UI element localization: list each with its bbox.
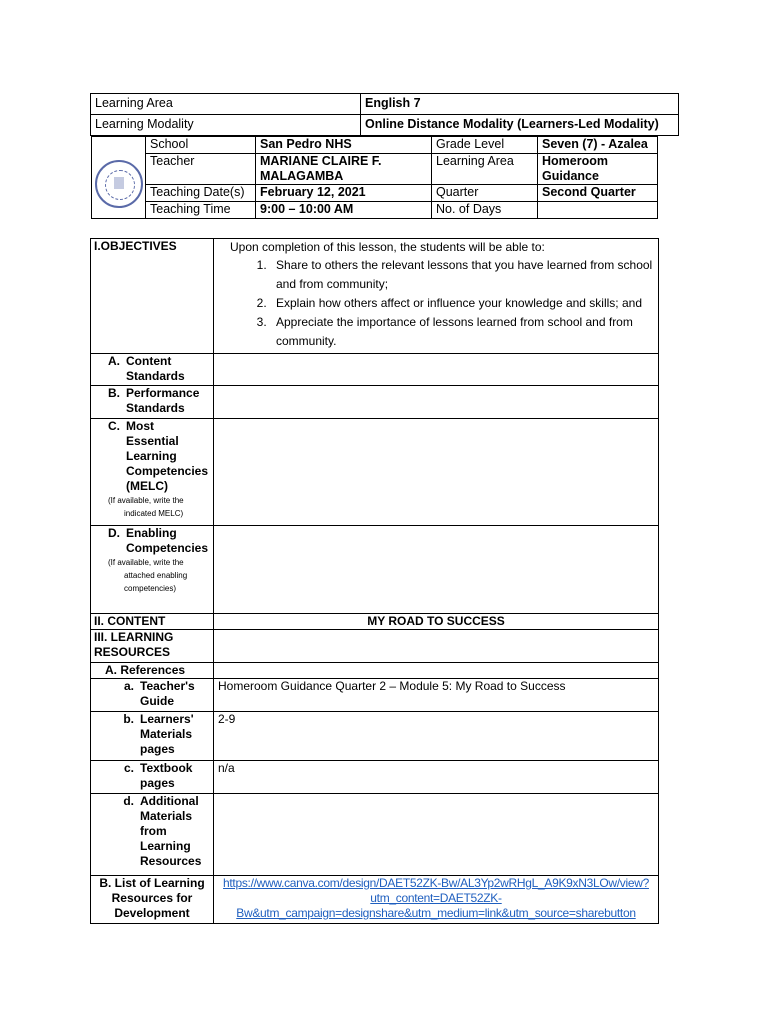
item-letter: A. [108, 354, 120, 368]
content-row [91, 614, 659, 630]
header-row-learning-area [91, 94, 679, 115]
objectives-label: I.OBJECTIVES [91, 239, 214, 354]
learning-area-label-2: Learning Area [432, 154, 538, 185]
teacher-name-line2: MALAGAMBA [260, 169, 344, 183]
melc-label: Most Essential Learning Competencies (MELC) [126, 419, 209, 493]
learning-modality-label: Learning Modality [91, 115, 361, 136]
lesson-plan-table [90, 238, 659, 924]
school-seal [92, 137, 146, 219]
content-standards-row [91, 354, 659, 386]
grade-level-value: Seven (7) - Azalea [538, 137, 658, 154]
enabling-note-line1: (If available, write the [108, 558, 184, 567]
teachers-guide-row [91, 679, 659, 712]
learning-resources-row [91, 630, 659, 663]
teaching-date-label: Teaching Date(s) [146, 185, 256, 202]
performance-standards-label: Performance Standards [126, 386, 200, 415]
grade-level-label: Grade Level [432, 137, 538, 154]
teaching-time-label: Teaching Time [146, 202, 256, 219]
objective-item: 2. Explain how others affect or influence your knowledge and skills; and [270, 294, 654, 313]
learners-materials-value: 2-9 [214, 712, 659, 761]
learners-materials-row [91, 712, 659, 761]
item-letter: c. [123, 761, 134, 775]
resource-link-line2[interactable]: utm_content=DAET52ZK- [370, 891, 502, 905]
textbook-pages-row [91, 761, 659, 794]
resource-link-line1[interactable]: https://www.canva.com/design/DAET52ZK-Bw/AL3Yp2wRHgL_A9K9xN3LOw/view? [223, 876, 649, 890]
enabling-note-line2: attached enabling [124, 571, 188, 580]
teaching-date-value: February 12, 2021 [256, 185, 432, 202]
teachers-guide-value: Homeroom Guidance Quarter 2 – Module 5: My Road to Success [214, 679, 659, 712]
enabling-note-line3: competencies) [124, 584, 177, 593]
list-of-resources-label: B. List of Learning Resources for Development [91, 876, 214, 924]
references-row [91, 663, 659, 679]
resource-link-line3[interactable]: Bw&utm_campaign=designshare&utm_medium=link&utm_source=sharebutton [236, 906, 636, 920]
additional-materials-row [91, 794, 659, 876]
additional-materials-value [214, 794, 659, 876]
performance-standards-value [214, 386, 659, 419]
objectives-row [91, 239, 659, 354]
school-seal-icon [95, 160, 143, 208]
melc-note-line2: indicated MELC) [124, 509, 184, 518]
header-table-top [90, 93, 679, 136]
content-label: II. CONTENT [91, 614, 214, 630]
content-standards-label: Content Standards [126, 354, 185, 383]
quarter-value: Second Quarter [538, 185, 658, 202]
content-value: MY ROAD TO SUCCESS [214, 614, 659, 630]
melc-value [214, 419, 659, 526]
quarter-label: Quarter [432, 185, 538, 202]
objective-item: 1. Share to others the relevant lessons that you have learned from school and from community; [270, 256, 654, 294]
additional-materials-label: Additional Materials from Learning Resources [140, 794, 202, 868]
resource-link[interactable] [214, 876, 659, 924]
textbook-pages-label: Textbook pages [140, 761, 193, 790]
item-letter: D. [108, 526, 120, 540]
header-row-learning-modality [91, 115, 679, 136]
content-standards-value [214, 354, 659, 386]
learning-modality-value: Online Distance Modality (Learners-Led Modality) [361, 115, 679, 136]
item-letter: d. [123, 794, 134, 808]
learning-area-value: English 7 [361, 94, 679, 115]
learning-area-value-2: Homeroom Guidance [538, 154, 658, 185]
header-table-details [91, 136, 658, 219]
no-of-days-label: No. of Days [432, 202, 538, 219]
teachers-guide-label: Teacher's Guide [140, 679, 195, 708]
performance-standards-row [91, 386, 659, 419]
objectives-content [214, 239, 659, 354]
item-letter: B. [108, 386, 120, 400]
school-value: San Pedro NHS [256, 137, 432, 154]
melc-row [91, 419, 659, 526]
textbook-pages-value: n/a [214, 761, 659, 794]
enabling-competencies-value [214, 526, 659, 614]
teacher-label: Teacher [146, 154, 256, 185]
teacher-name-line1: MARIANE CLAIRE F. [260, 154, 382, 168]
melc-note-line1: (If available, write the [108, 496, 184, 505]
school-label: School [146, 137, 256, 154]
objectives-list [218, 256, 654, 351]
no-of-days-value [538, 202, 658, 219]
list-of-resources-row [91, 876, 659, 924]
references-label: A. References [91, 663, 214, 679]
enabling-competencies-row [91, 526, 659, 614]
enabling-competencies-label: Enabling Competencies [126, 526, 209, 555]
learners-materials-label: Learners' Materials pages [140, 712, 194, 756]
teaching-time-value: 9:00 – 10:00 AM [256, 202, 432, 219]
item-letter: b. [123, 712, 134, 726]
objectives-intro: Upon completion of this lesson, the students will be able to: [230, 240, 545, 254]
item-letter: a. [123, 679, 134, 693]
item-letter: C. [108, 419, 120, 433]
learning-area-label: Learning Area [91, 94, 361, 115]
objective-item: 3. Appreciate the importance of lessons learned from school and from community. [270, 313, 654, 351]
teacher-value [256, 154, 432, 185]
learning-resources-label: III. LEARNING RESOURCES [91, 630, 214, 663]
